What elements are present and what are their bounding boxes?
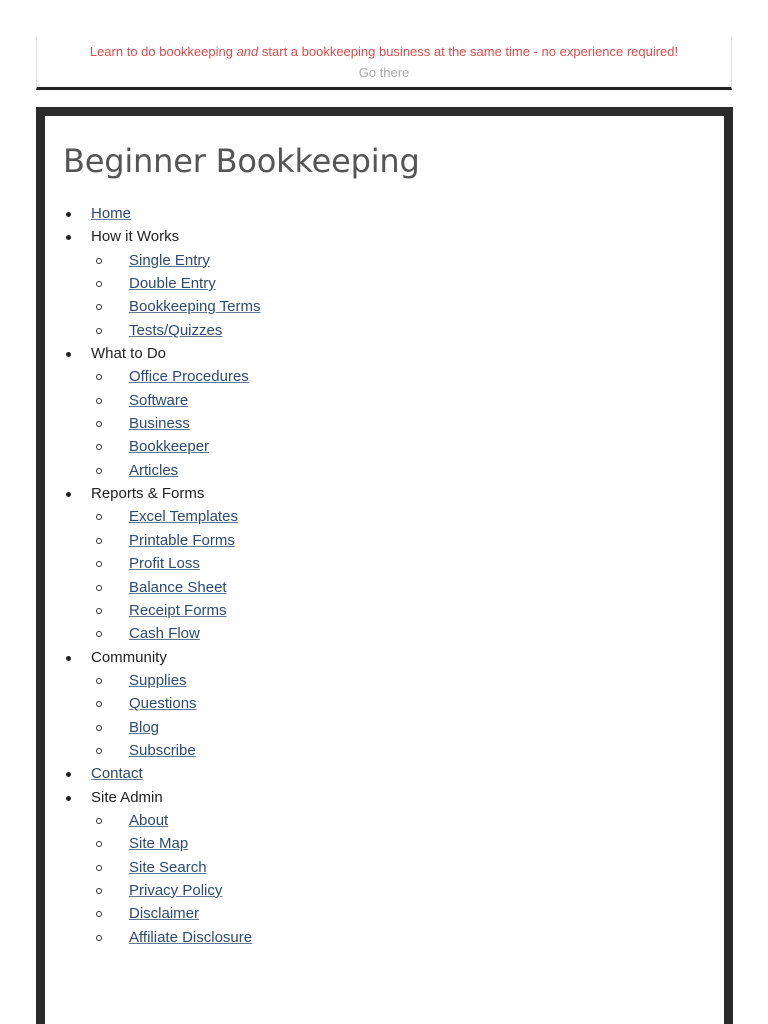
nav-link-bookkeeping-terms[interactable]: Bookkeeping Terms bbox=[129, 298, 261, 316]
nav-subitem bbox=[91, 599, 260, 622]
nav-group-reports-forms bbox=[63, 482, 260, 645]
nav-subitem bbox=[91, 739, 260, 762]
nav-subitem bbox=[91, 576, 260, 599]
promo-text bbox=[37, 44, 731, 60]
nav-subitem bbox=[91, 505, 260, 528]
nav-link-questions[interactable]: Questions bbox=[129, 695, 197, 713]
nav-subitem bbox=[91, 552, 260, 575]
nav-subitem bbox=[91, 249, 260, 272]
nav-link-blog[interactable]: Blog bbox=[129, 718, 160, 736]
nav-subitem bbox=[91, 389, 260, 412]
promo-text-emphasis: and bbox=[236, 44, 259, 59]
nav-link-about[interactable]: About bbox=[129, 811, 169, 829]
nav-subitem bbox=[91, 529, 260, 552]
nav-link-cash-flow[interactable]: Cash Flow bbox=[129, 625, 200, 643]
nav-link-privacy-policy[interactable]: Privacy Policy bbox=[129, 881, 223, 899]
nav-link-contact[interactable]: Contact bbox=[91, 765, 143, 783]
nav-item-home bbox=[63, 202, 260, 225]
nav-group-label: Site Admin bbox=[91, 788, 163, 806]
promo-go-there-link[interactable]: Go there bbox=[358, 65, 410, 80]
nav-link-bookkeeper[interactable]: Bookkeeper bbox=[129, 438, 210, 456]
main-navigation bbox=[63, 202, 260, 949]
content-frame bbox=[36, 107, 733, 1024]
nav-item-contact bbox=[63, 762, 260, 785]
nav-link-receipt-forms[interactable]: Receipt Forms bbox=[129, 601, 227, 619]
nav-link-subscribe[interactable]: Subscribe bbox=[129, 741, 196, 759]
nav-link-double-entry[interactable]: Double Entry bbox=[129, 275, 216, 293]
site-title: Beginner Bookkeeping bbox=[63, 142, 420, 180]
nav-link-balance-sheet[interactable]: Balance Sheet bbox=[129, 578, 227, 596]
nav-subitem bbox=[91, 435, 260, 458]
nav-link-tests-quizzes[interactable]: Tests/Quizzes bbox=[129, 321, 223, 339]
nav-link-office-procedures[interactable]: Office Procedures bbox=[129, 368, 249, 386]
nav-subitem bbox=[91, 412, 260, 435]
nav-link-profit-loss[interactable]: Profit Loss bbox=[129, 555, 200, 573]
nav-subitem bbox=[91, 692, 260, 715]
nav-group-site-admin bbox=[63, 786, 260, 949]
nav-link-single-entry[interactable]: Single Entry bbox=[129, 251, 210, 269]
nav-group-what-to-do bbox=[63, 342, 260, 482]
nav-link-excel-templates[interactable]: Excel Templates bbox=[129, 508, 238, 526]
nav-subitem bbox=[91, 809, 260, 832]
nav-link-software[interactable]: Software bbox=[129, 391, 189, 409]
nav-link-disclaimer[interactable]: Disclaimer bbox=[129, 905, 200, 923]
nav-subitem bbox=[91, 926, 260, 949]
nav-subitem bbox=[91, 272, 260, 295]
nav-link-supplies[interactable]: Supplies bbox=[129, 671, 187, 689]
nav-group-label: Community bbox=[91, 648, 167, 666]
nav-link-site-search[interactable]: Site Search bbox=[129, 858, 207, 876]
promo-text-start: Learn to do bookkeeping bbox=[89, 44, 237, 59]
nav-group-community bbox=[63, 646, 260, 763]
nav-link-business[interactable]: Business bbox=[129, 415, 190, 433]
nav-group-label: Reports & Forms bbox=[91, 485, 205, 503]
promo-text-end: start a bookkeeping business at the same time - no experience required! bbox=[258, 44, 679, 59]
nav-subitem bbox=[91, 879, 260, 902]
nav-subitem bbox=[91, 365, 260, 388]
promo-banner bbox=[36, 37, 732, 90]
nav-group-how-it-works bbox=[63, 225, 260, 342]
nav-link-articles[interactable]: Articles bbox=[129, 461, 179, 479]
nav-subitem bbox=[91, 832, 260, 855]
nav-link-printable-forms[interactable]: Printable Forms bbox=[129, 531, 235, 549]
nav-subitem bbox=[91, 856, 260, 879]
nav-subitem bbox=[91, 295, 260, 318]
nav-subitem bbox=[91, 622, 260, 645]
nav-link-affiliate-disclosure[interactable]: Affiliate Disclosure bbox=[129, 928, 253, 946]
nav-subitem bbox=[91, 459, 260, 482]
nav-group-label: What to Do bbox=[91, 345, 167, 363]
nav-link-home[interactable]: Home bbox=[91, 205, 132, 222]
nav-link-site-map[interactable]: Site Map bbox=[129, 835, 189, 853]
nav-subitem bbox=[91, 669, 260, 692]
nav-subitem bbox=[91, 319, 260, 342]
nav-group-label: How it Works bbox=[91, 228, 180, 246]
nav-subitem bbox=[91, 716, 260, 739]
nav-subitem bbox=[91, 902, 260, 925]
